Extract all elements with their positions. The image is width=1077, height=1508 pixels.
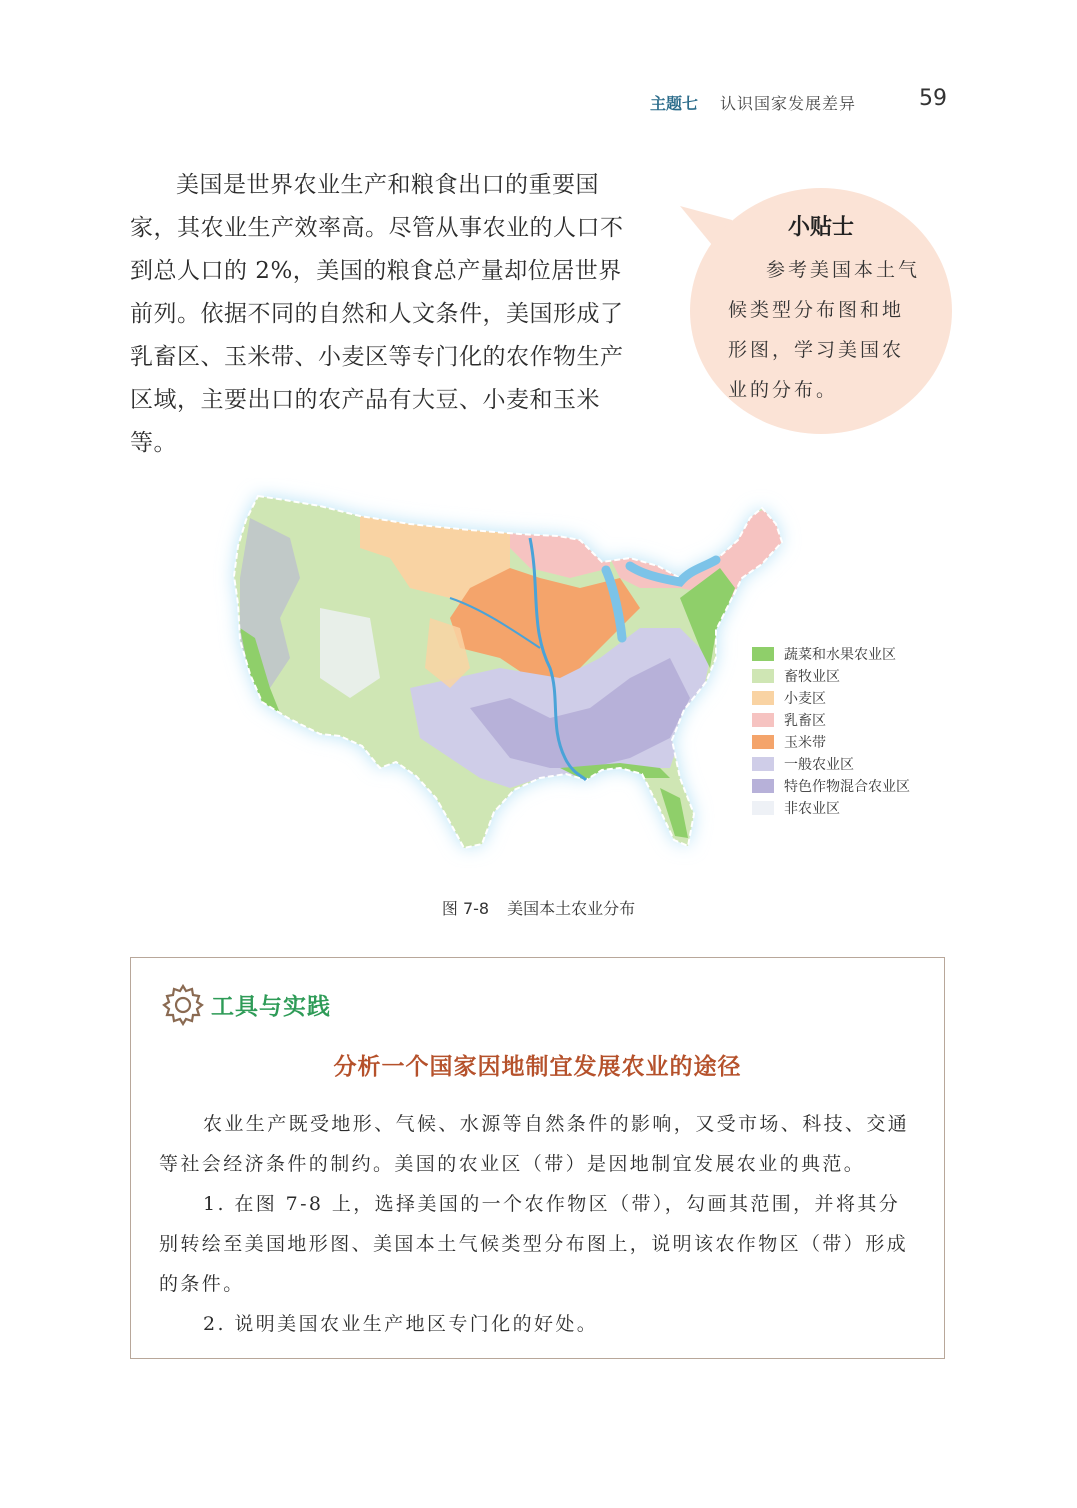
legend-swatch [752,669,774,683]
legend-swatch [752,647,774,661]
legend-label: 特色作物混合农业区 [784,779,910,795]
legend-label: 畜牧业区 [784,669,840,685]
figure-caption [0,896,1077,919]
legend-swatch [752,691,774,705]
legend-item [752,797,910,819]
practice-paragraph: 农业生产既受地形、气候、水源等自然条件的影响，又受市场、科技、交通等社会经济条件的制约。美国的农业区（带）是因地制宜发展农业的典范。 [159,1113,910,1175]
practice-box [130,957,945,1359]
page-number: 59 [919,86,947,111]
legend-item [752,775,910,797]
practice-task-2: 2. 说明美国农业生产地区专门化的好处。 [203,1313,599,1335]
map-legend [752,643,910,819]
intro-text [130,164,642,465]
header-theme: 主题七 [650,94,699,113]
practice-title: 分析一个国家因地制宜发展农业的途径 [333,1053,742,1080]
figure-title: 美国本土农业分布 [507,899,636,918]
gear-icon [161,982,205,1026]
practice-section-label: 工具与实践 [211,993,331,1020]
practice-body [159,1104,920,1344]
legend-item [752,731,910,753]
practice-heading [161,982,331,1026]
legend-swatch [752,801,774,815]
us-map-illustration [210,478,810,878]
legend-swatch [752,779,774,793]
tip-bubble [690,188,952,434]
legend-item [752,753,910,775]
legend-label: 一般农业区 [784,757,854,773]
legend-item [752,687,910,709]
tip-body: 参考美国本土气候类型分布图和地形图，学习美国农业的分布。 [728,259,921,401]
legend-label: 玉米带 [784,735,826,751]
legend-label: 乳畜区 [784,713,826,729]
legend-swatch [752,735,774,749]
legend-item [752,709,910,731]
legend-item [752,665,910,687]
legend-label: 小麦区 [784,691,826,707]
legend-swatch [752,713,774,727]
legend-item [752,643,910,665]
legend-swatch [752,757,774,771]
tip-title: 小贴士 [787,215,854,240]
practice-task-1: 1. 在图 7-8 上，选择美国的一个农作物区（带），勾画其范围，并将其分别转绘至美国地形图、美国本土气候类型分布图上，说明该农作物区（带）形成的条件。 [159,1193,909,1295]
us-agriculture-map [210,478,810,878]
figure-number: 图 7-8 [441,899,490,918]
intro-paragraph: 美国是世界农业生产和粮食出口的重要国家，其农业生产效率高。尽管从事农业的人口不到总人口的 2%，美国的粮食总产量却位居世界前列。依据不同的自然和人文条件，美国形成了乳畜区、玉米带、小麦区等专门化的农作物生产区域，主要出口的农产品有大豆、小麦和玉米等。 [130,172,624,456]
legend-label: 非农业区 [784,801,840,817]
page-header [650,86,947,116]
header-section-title: 认识国家发展差异 [720,94,857,113]
legend-label: 蔬菜和水果农业区 [784,647,896,663]
